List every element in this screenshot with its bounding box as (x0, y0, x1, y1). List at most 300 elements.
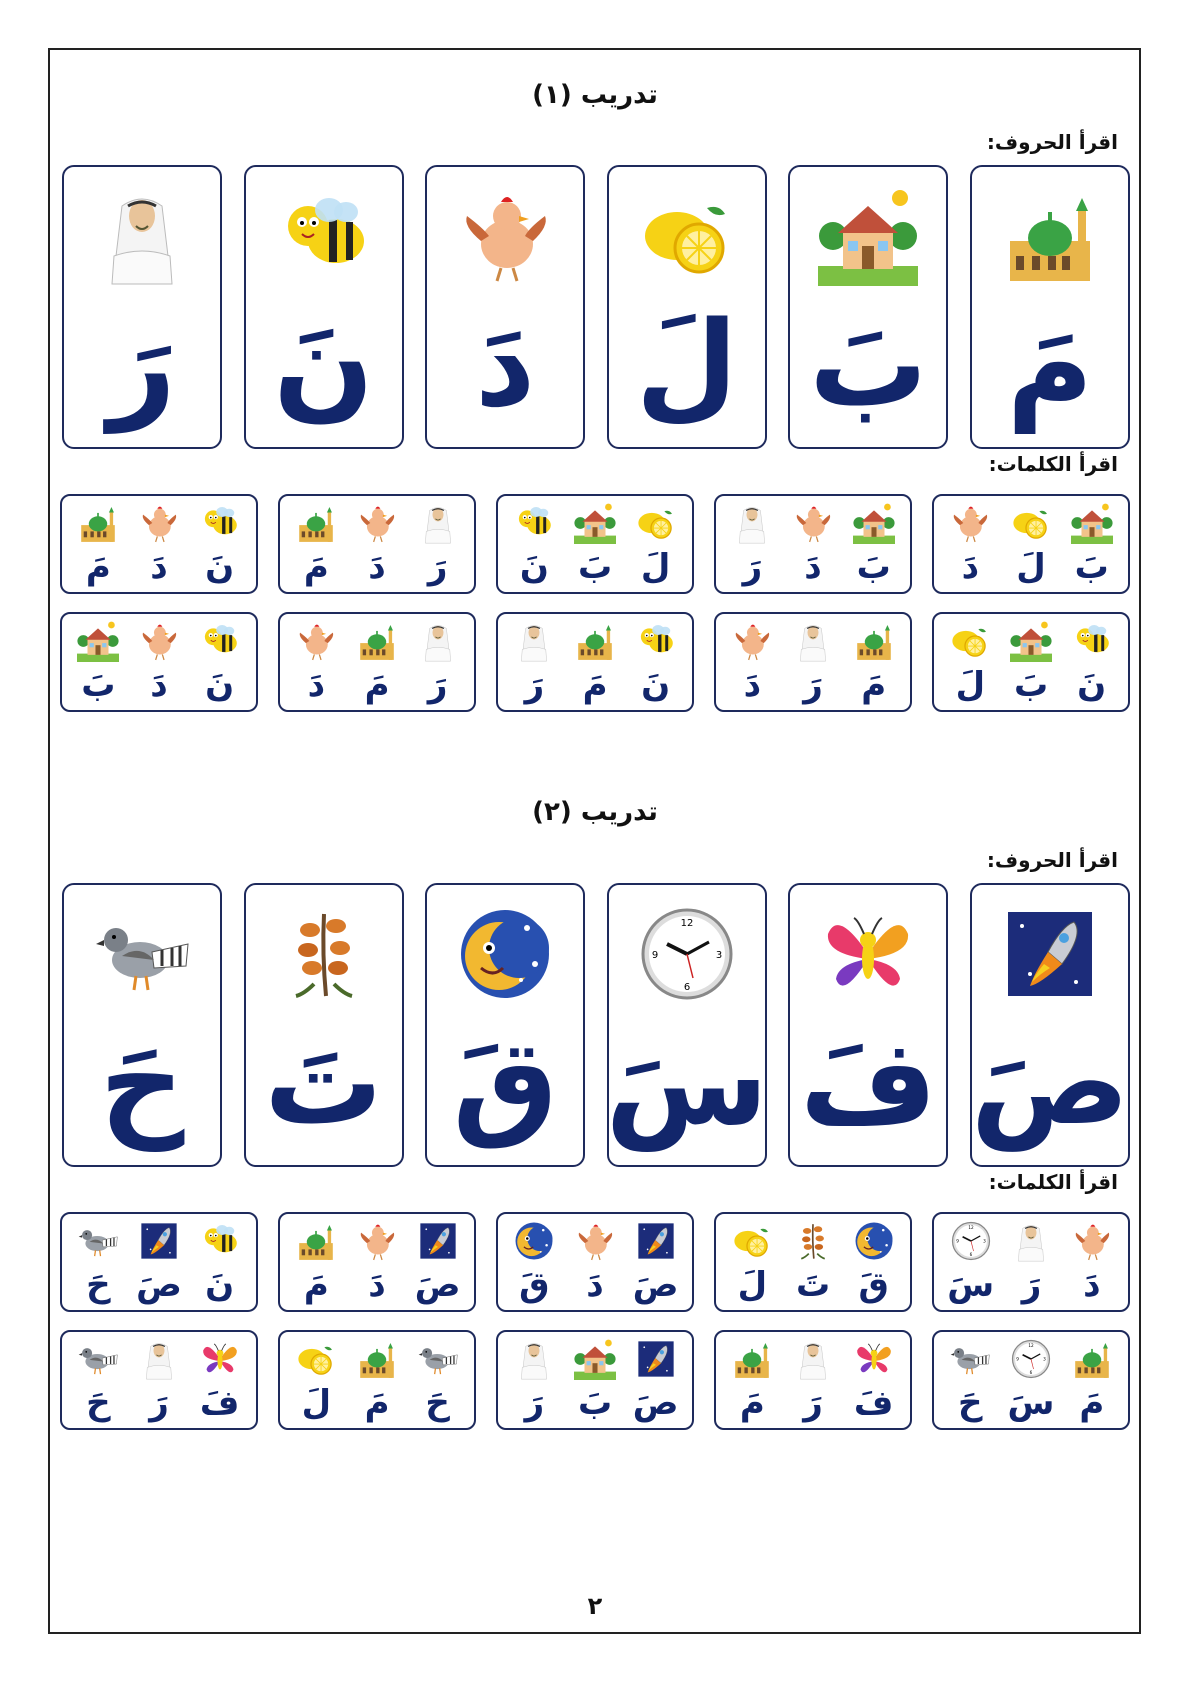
word-card-slot (851, 618, 897, 706)
letter-card-letter: دَ (474, 295, 536, 433)
word-card-letter: مَ (303, 1265, 329, 1305)
section-1-words-label: اقرأ الكلمات: (988, 452, 1118, 476)
man-icon (513, 620, 555, 662)
word-card-slot (790, 500, 836, 588)
word-card-slot (947, 500, 993, 588)
word-card-picture (511, 500, 557, 546)
word-card-slot (572, 1336, 618, 1424)
word-card-letter: سَ (947, 1265, 995, 1305)
word-card-slot (293, 1218, 339, 1306)
letter-card-picture (450, 899, 560, 1009)
word-card-letter: نَ (519, 547, 549, 587)
letter-card-letter: بَ (809, 295, 928, 433)
page-number: ٢ (587, 1592, 603, 1620)
word-card (932, 1330, 1130, 1430)
word-card-slot (1069, 500, 1115, 588)
letter-card-picture (813, 899, 923, 1009)
man-icon (138, 1338, 180, 1380)
word-card-slot (633, 1218, 679, 1306)
man-icon (417, 620, 459, 662)
word-card-letter: نَ (641, 665, 671, 705)
word-card-picture (293, 618, 339, 664)
word-card-letter: حَ (86, 1383, 111, 1423)
word-card-picture (136, 1336, 182, 1382)
letter-card-picture (269, 899, 379, 1009)
word-card-letter: دَ (368, 547, 386, 587)
word-card-letter: فَ (853, 1383, 894, 1423)
word-card (60, 494, 258, 594)
section-2-words-label: اقرأ الكلمات: (988, 1170, 1118, 1194)
word-card-letter: لَ (1016, 547, 1046, 587)
letter-card-letter: رَ (108, 295, 176, 433)
letter-card (970, 883, 1130, 1167)
word-card-picture (1008, 500, 1054, 546)
word-card-picture (75, 618, 121, 664)
bee-icon (199, 502, 241, 544)
house-icon (1010, 620, 1052, 662)
letter-card-picture (87, 181, 197, 291)
pigeon-icon (949, 1338, 991, 1380)
word-card-picture (1069, 500, 1115, 546)
letter-card (62, 165, 222, 449)
letter-card (425, 883, 585, 1167)
rocket-icon (635, 1220, 677, 1262)
word-card-picture (572, 500, 618, 546)
man-icon (513, 1338, 555, 1380)
section-1-letters-label: اقرأ الحروف: (986, 130, 1118, 154)
word-card-slot (136, 1218, 182, 1306)
word-card-letter: فَ (199, 1383, 240, 1423)
word-card-picture (1008, 1336, 1054, 1382)
letter-card-picture (995, 181, 1105, 291)
word-card-letter: صَ (632, 1383, 679, 1423)
word-card-slot (572, 1218, 618, 1306)
word-card (932, 612, 1130, 712)
word-card (496, 1212, 694, 1312)
letter-card-picture (995, 899, 1105, 1009)
word-card-letter: مَ (364, 665, 390, 705)
lemon-icon (295, 1338, 337, 1380)
letter-card (607, 165, 767, 449)
word-card-slot (572, 500, 618, 588)
word-card-picture (1069, 1218, 1115, 1264)
word-card-picture (790, 500, 836, 546)
word-card-slot (354, 618, 400, 706)
word-card-letter: صَ (414, 1265, 461, 1305)
word-card-letter: نَ (1077, 665, 1107, 705)
house-icon (853, 502, 895, 544)
word-card-letter: دَ (961, 547, 980, 587)
word-card-letter: تَ (795, 1265, 831, 1305)
word-card-picture (729, 500, 775, 546)
word-card-picture (572, 618, 618, 664)
chicken-icon (574, 1220, 616, 1262)
svg-text:9: 9 (955, 1238, 959, 1244)
word-card-slot (947, 618, 993, 706)
butterfly-icon (818, 904, 918, 1004)
word-card (60, 1212, 258, 1312)
word-card (278, 1330, 476, 1430)
word-card-picture (75, 500, 121, 546)
word-card-letter: رَ (803, 665, 823, 705)
word-card-letter: قَ (519, 1265, 550, 1305)
word-card-picture (572, 1336, 618, 1382)
house-icon (1071, 502, 1113, 544)
word-card-picture (354, 618, 400, 664)
word-card-picture (415, 1336, 461, 1382)
chicken-icon (731, 620, 773, 662)
word-card-picture (511, 618, 557, 664)
moon-icon (853, 1220, 895, 1262)
word-card-slot (415, 1336, 461, 1424)
man-icon (792, 620, 834, 662)
clock-icon (1010, 1338, 1052, 1380)
word-card-slot (633, 1336, 679, 1424)
word-card-picture (197, 618, 243, 664)
svg-text:3: 3 (715, 950, 722, 961)
word-card (496, 1330, 694, 1430)
rocket-icon (138, 1220, 180, 1262)
word-card-letter: دَ (150, 547, 168, 587)
word-card-slot (511, 1218, 557, 1306)
letter-card-picture (450, 181, 560, 291)
house-icon (77, 620, 119, 662)
word-card-letter: رَ (427, 547, 448, 587)
letter-card-letter: حَ (99, 1013, 185, 1151)
section-2-letters-label: اقرأ الحروف: (986, 848, 1118, 872)
mosque-icon (731, 1338, 773, 1380)
word-card-slot (729, 1218, 775, 1306)
clock-icon (950, 1220, 992, 1262)
mosque-icon (295, 1220, 337, 1262)
word-card-slot (633, 618, 679, 706)
lemon-icon (949, 620, 991, 662)
letter-card-letter: سَ (605, 1013, 769, 1151)
chicken-icon (356, 1220, 398, 1262)
pigeon-icon (77, 1220, 119, 1262)
word-card-letter: دَ (586, 1265, 604, 1305)
pigeon-icon (417, 1338, 459, 1380)
mosque-icon (295, 502, 337, 544)
word-card-slot (729, 500, 775, 588)
word-card-letter: حَ (86, 1265, 111, 1305)
word-card-letter: مَ (1079, 1383, 1105, 1423)
dates-icon (792, 1220, 834, 1262)
word-card-letter: بَ (577, 1383, 613, 1423)
word-card-slot (633, 500, 679, 588)
word-card-letter: دَ (368, 1265, 386, 1305)
bee-icon (199, 620, 241, 662)
word-card-picture (197, 500, 243, 546)
word-card (714, 1330, 912, 1430)
section-1-word-cards (60, 494, 1130, 712)
word-card-picture (511, 1336, 557, 1382)
word-card-slot (75, 618, 121, 706)
word-card-picture (293, 1218, 339, 1264)
svg-text:12: 12 (1028, 1343, 1034, 1349)
chicken-icon (138, 502, 180, 544)
svg-text:6: 6 (1029, 1370, 1033, 1376)
word-card-slot (197, 500, 243, 588)
word-card-slot (790, 1336, 836, 1424)
word-card-letter: رَ (149, 1383, 169, 1423)
chicken-icon (138, 620, 180, 662)
word-card-slot (511, 1336, 557, 1424)
word-card-slot (1069, 1336, 1115, 1424)
word-card-slot (511, 500, 557, 588)
dates-icon (274, 904, 374, 1004)
section-1-letter-cards (62, 165, 1130, 451)
word-card-slot (354, 1336, 400, 1424)
word-card-picture (947, 500, 993, 546)
mosque-icon (356, 1338, 398, 1380)
word-card-slot (136, 500, 182, 588)
word-card-letter: نَ (205, 1265, 235, 1305)
word-card-slot (136, 618, 182, 706)
word-card (278, 612, 476, 712)
word-card (714, 1212, 912, 1312)
chicken-icon (792, 502, 834, 544)
word-card-picture (197, 1336, 243, 1382)
word-card-letter: حَ (957, 1383, 983, 1423)
clock-icon (637, 904, 737, 1004)
bee-icon (635, 620, 677, 662)
word-card-letter: مَ (739, 1383, 765, 1423)
lemon-icon (1010, 502, 1052, 544)
house-icon (574, 502, 616, 544)
word-card-slot (354, 1218, 400, 1306)
word-card-picture (136, 1218, 182, 1264)
word-card-picture (75, 1218, 121, 1264)
word-card-slot (511, 618, 557, 706)
svg-text:9: 9 (1016, 1356, 1019, 1362)
butterfly-icon (199, 1338, 241, 1380)
letter-card (244, 165, 404, 449)
word-card-picture (851, 500, 897, 546)
word-card-picture (1069, 1336, 1115, 1382)
word-card-slot (729, 1336, 775, 1424)
word-card-picture (633, 618, 679, 664)
man-icon (792, 1338, 834, 1380)
mosque-icon (1000, 186, 1100, 286)
word-card-picture (633, 500, 679, 546)
word-card-letter: دَ (804, 547, 822, 587)
word-card-letter: مَ (364, 1383, 390, 1423)
chicken-icon (356, 502, 398, 544)
lemon-icon (635, 502, 677, 544)
word-card-picture (415, 1218, 461, 1264)
house-icon (574, 1338, 616, 1380)
word-card-picture (633, 1336, 679, 1382)
word-card-slot (75, 500, 121, 588)
word-card-slot (1008, 618, 1054, 706)
word-card-picture (197, 1218, 243, 1264)
letter-card-picture (87, 899, 197, 1009)
word-card-letter: لَ (955, 665, 986, 705)
word-card-letter: بَ (856, 547, 891, 587)
letter-card-letter: صَ (970, 1013, 1130, 1151)
word-card-slot (947, 1336, 993, 1424)
word-card-picture (633, 1218, 679, 1264)
word-card (60, 1330, 258, 1430)
svg-text:12: 12 (967, 1225, 974, 1231)
word-card-letter: بَ (1013, 665, 1049, 705)
word-card-slot (415, 500, 461, 588)
section-1-title: تدريب (١) (532, 80, 658, 110)
word-card-letter: رَ (524, 665, 545, 705)
chicken-icon (949, 502, 991, 544)
mosque-icon (853, 620, 895, 662)
word-card-slot (729, 618, 775, 706)
word-card-slot (1069, 618, 1115, 706)
letter-card-letter: قَ (452, 1013, 558, 1151)
word-card-picture (415, 618, 461, 664)
word-card-slot (947, 1218, 994, 1306)
word-card-picture (790, 1336, 836, 1382)
word-card-slot (415, 618, 461, 706)
word-card-letter: بَ (577, 547, 613, 587)
letter-card (62, 883, 222, 1167)
rocket-icon (635, 1338, 677, 1380)
word-card-slot (415, 1218, 461, 1306)
word-card-letter: دَ (150, 665, 168, 705)
letter-card (788, 883, 948, 1167)
word-card-picture (851, 1218, 897, 1264)
word-card-picture (293, 1336, 339, 1382)
lemon-icon (637, 186, 737, 286)
word-card-picture (1008, 1218, 1054, 1264)
word-card-letter: لَ (737, 1265, 768, 1305)
chicken-icon (455, 186, 555, 286)
word-card (714, 494, 912, 594)
word-card-picture (136, 500, 182, 546)
word-card-letter: رَ (524, 1383, 545, 1423)
word-card-slot (1069, 1218, 1115, 1306)
word-card-letter: رَ (742, 547, 763, 587)
man-icon (1010, 1220, 1052, 1262)
mosque-icon (356, 620, 398, 662)
word-card-letter: مَ (582, 665, 608, 705)
man-icon (417, 502, 459, 544)
letter-card (425, 165, 585, 449)
letter-card (607, 883, 767, 1167)
word-card (60, 612, 258, 712)
word-card-letter: رَ (1021, 1265, 1042, 1305)
word-card-slot (851, 1218, 897, 1306)
word-card-picture (1008, 618, 1054, 664)
moon-icon (455, 904, 555, 1004)
word-card-letter: نَ (205, 665, 235, 705)
moon-icon (513, 1220, 555, 1262)
word-card (496, 494, 694, 594)
word-card-slot (790, 1218, 836, 1306)
word-card-slot (1008, 1218, 1054, 1306)
word-card-picture (851, 1336, 897, 1382)
svg-text:3: 3 (982, 1238, 986, 1244)
svg-text:12: 12 (680, 918, 694, 929)
bee-icon (513, 502, 555, 544)
word-card-letter: صَ (632, 1265, 679, 1305)
word-card-picture (729, 618, 775, 664)
word-card-letter: رَ (803, 1383, 823, 1423)
word-card-slot (293, 500, 339, 588)
word-card-letter: رَ (427, 665, 448, 705)
word-card-letter: قَ (858, 1265, 889, 1305)
lemon-icon (731, 1220, 773, 1262)
word-card-picture (947, 1336, 993, 1382)
mosque-icon (1071, 1338, 1113, 1380)
word-card-picture (947, 618, 993, 664)
butterfly-icon (853, 1338, 895, 1380)
bee-icon (274, 186, 374, 286)
word-card (278, 494, 476, 594)
svg-text:3: 3 (1043, 1356, 1046, 1362)
section-2-title: تدريب (٢) (532, 797, 658, 827)
word-card-slot (790, 618, 836, 706)
word-card-picture (415, 500, 461, 546)
word-card-picture (790, 618, 836, 664)
word-card-letter: لَ (640, 547, 671, 587)
word-card (932, 494, 1130, 594)
word-card-slot (136, 1336, 182, 1424)
letter-card-picture (813, 181, 923, 291)
word-card-picture (790, 1218, 836, 1264)
word-card-slot (1008, 1336, 1055, 1424)
word-card-picture (1069, 618, 1115, 664)
letter-card (970, 165, 1130, 449)
word-card-picture (572, 1218, 618, 1264)
word-card-picture (948, 1218, 994, 1264)
man-icon (731, 502, 773, 544)
word-card-slot (354, 500, 400, 588)
word-card-picture (354, 1218, 400, 1264)
word-card-slot (293, 1336, 339, 1424)
letter-card-letter: مَ (1006, 295, 1094, 433)
word-card-slot (851, 1336, 897, 1424)
letter-card-letter: تَ (264, 1013, 383, 1151)
word-card-letter: مَ (303, 547, 329, 587)
letter-card-picture (632, 899, 742, 1009)
house-icon (818, 186, 918, 286)
word-card-slot (1008, 500, 1054, 588)
word-card (932, 1212, 1130, 1312)
word-card-slot (75, 1218, 121, 1306)
chicken-icon (1071, 1220, 1113, 1262)
word-card-picture (75, 1336, 121, 1382)
rocket-icon (1000, 904, 1100, 1004)
letter-card-picture (269, 181, 379, 291)
word-card-letter: صَ (136, 1265, 182, 1305)
word-card-letter: دَ (307, 665, 326, 705)
word-card (278, 1212, 476, 1312)
word-card-letter: بَ (81, 665, 116, 705)
letter-card-letter: فَ (799, 1013, 937, 1151)
letter-card-letter: لَ (635, 295, 738, 433)
word-card-letter: نَ (205, 547, 235, 587)
word-card-picture (354, 1336, 400, 1382)
word-card-letter: سَ (1007, 1383, 1055, 1423)
word-card-slot (75, 1336, 121, 1424)
word-card-picture (851, 618, 897, 664)
word-card-slot (293, 618, 339, 706)
word-card (496, 612, 694, 712)
word-card-picture (729, 1218, 775, 1264)
word-card-letter: بَ (1074, 547, 1109, 587)
word-card-letter: دَ (1083, 1265, 1101, 1305)
word-card-letter: مَ (861, 665, 887, 705)
word-card-slot (197, 1218, 243, 1306)
letter-card (244, 883, 404, 1167)
